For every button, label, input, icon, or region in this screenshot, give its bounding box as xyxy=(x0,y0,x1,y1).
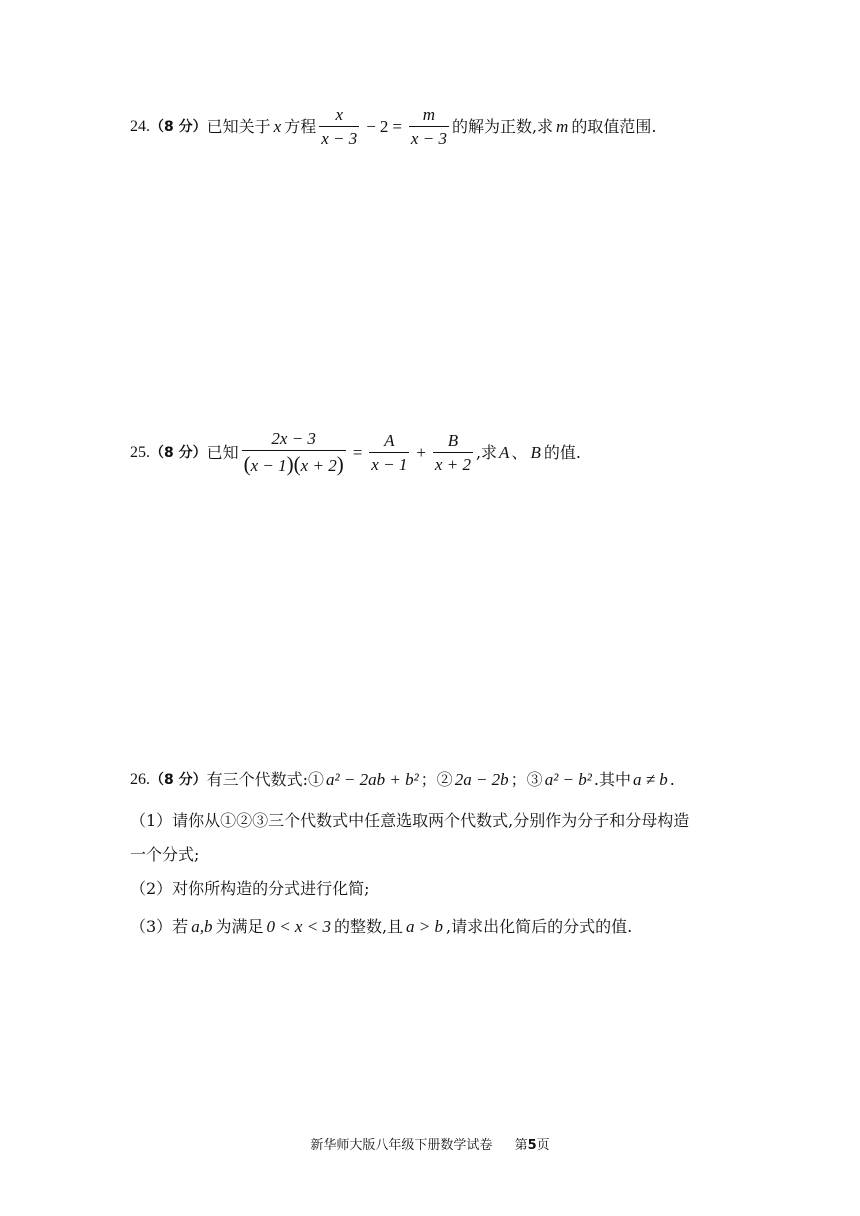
footer-title: 新华师大版八年级下册数学试卷 xyxy=(310,1138,493,1153)
question-text: ,求 xyxy=(475,442,498,462)
math-expression: 2a − 2b xyxy=(454,770,509,789)
fraction-denominator: (x − 1)(x + 2) xyxy=(243,452,344,476)
fraction-numerator: B xyxy=(447,431,459,450)
fraction-numerator: 2x − 3 xyxy=(271,429,316,448)
math-operator: + xyxy=(416,443,426,462)
question-points: （8 分） xyxy=(150,444,207,461)
question-number: 26. xyxy=(130,770,150,788)
question-points: （8 分） xyxy=(150,118,207,135)
sub-question-2: （2）对你所构造的分式进行化简; xyxy=(130,879,370,898)
page-footer xyxy=(0,1134,860,1153)
question-text: 、 xyxy=(511,442,528,462)
question-24 xyxy=(130,106,656,147)
math-expression: 0 < x < 3 xyxy=(266,917,331,936)
fraction xyxy=(319,106,359,147)
question-text: 的值. xyxy=(543,442,581,462)
question-text: ；③ xyxy=(510,769,543,789)
math-expression: a ≠ b xyxy=(632,770,668,789)
question-26 xyxy=(130,771,675,788)
math-variable: A xyxy=(499,443,510,462)
fraction xyxy=(433,432,473,473)
fraction-denominator: x − 1 xyxy=(369,452,409,473)
question-number: 24. xyxy=(130,117,150,135)
fraction-numerator: A xyxy=(384,431,395,450)
sub-question-1: （1）请你从①②③三个代数式中任意选取两个代数式,分别作为分子和分母构造 xyxy=(130,811,690,830)
fraction-denominator: x + 2 xyxy=(433,452,473,473)
math-operator: = xyxy=(392,117,402,136)
question-text: 的取值范围. xyxy=(571,116,657,136)
math-operator: − xyxy=(366,117,376,136)
math-expression: a² − 2ab + b² xyxy=(326,770,419,789)
math-number: 2 xyxy=(379,117,389,136)
question-25 xyxy=(130,430,581,475)
question-text: 的解为正数,求 xyxy=(451,116,554,136)
fraction-denominator: x − 3 xyxy=(319,126,359,147)
math-expression: a > b xyxy=(406,917,444,936)
question-number: 25. xyxy=(130,443,150,461)
fraction-numerator: x xyxy=(335,105,343,124)
question-points: （8 分） xyxy=(150,771,207,788)
math-variable: m xyxy=(556,117,569,136)
math-expression: a,b xyxy=(191,917,213,936)
question-text: 已知 xyxy=(206,442,239,462)
footer-page-suffix: 页 xyxy=(536,1138,550,1153)
fraction-numerator: m xyxy=(422,105,436,124)
question-text: .其中 xyxy=(593,769,631,789)
footer-page-prefix: 第 xyxy=(514,1138,528,1153)
math-operator: = xyxy=(352,443,363,462)
math-variable: B xyxy=(530,443,541,462)
question-text: 已知关于 xyxy=(206,116,271,136)
question-text: 有三个代数式:① xyxy=(206,769,325,789)
footer-page-number: 5 xyxy=(527,1138,537,1153)
question-text: ；② xyxy=(420,769,453,789)
question-text: . xyxy=(669,769,675,789)
fraction xyxy=(409,106,449,147)
question-text: 方程 xyxy=(284,116,317,136)
math-expression: a² − b² xyxy=(544,770,592,789)
fraction-denominator: x − 3 xyxy=(409,126,449,147)
fraction xyxy=(242,430,346,475)
math-variable: x xyxy=(273,117,282,136)
sub-question-1-continuation: 一个分式; xyxy=(130,845,200,864)
sub-question-3: （3）若 a,b 为满足 0 < x < 3 的整数,且 a > b ,请求出化简后的分式的值. xyxy=(130,916,633,936)
fraction xyxy=(369,432,409,473)
